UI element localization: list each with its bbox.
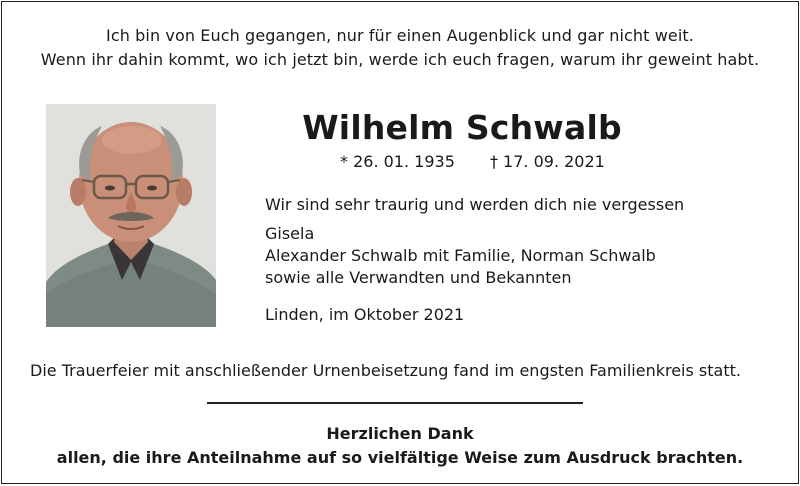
- life-dates: [340, 152, 605, 172]
- memorial-quote: [2, 24, 798, 72]
- place-and-date: Linden, im Oktober 2021: [265, 305, 465, 324]
- portrait-illustration: [46, 104, 216, 327]
- mourners-list: [265, 223, 656, 289]
- mourner-line: Alexander Schwalb mit Familie, Norman Schwalb: [265, 246, 656, 265]
- deceased-name: Wilhelm Schwalb: [302, 108, 622, 147]
- thanks-title: Herzlichen Dank: [326, 424, 474, 443]
- quote-line-1: Ich bin von Euch gegangen, nur für einen Augenblick und gar nicht weit.: [106, 26, 694, 45]
- thanks-section: [2, 422, 798, 470]
- ceremony-notice: Die Trauerfeier mit anschließender Urnenbeisetzung fand im engsten Familienkreis statt.: [30, 361, 741, 380]
- quote-line-2: Wenn ihr dahin kommt, wo ich jetzt bin, werde ich euch fragen, warum ihr geweint habt.: [40, 50, 760, 69]
- obituary-notice: [1, 1, 799, 484]
- portrait-photo: [46, 104, 216, 327]
- divider-line: [207, 402, 583, 404]
- mourning-message: Wir sind sehr traurig und werden dich nie vergessen: [265, 195, 685, 214]
- mourner-line: Gisela: [265, 224, 315, 243]
- thanks-text: allen, die ihre Anteilnahme auf so vielfältige Weise zum Ausdruck brachten.: [56, 448, 744, 467]
- birth-date: * 26. 01. 1935: [340, 152, 455, 171]
- death-date: † 17. 09. 2021: [489, 152, 605, 171]
- mourner-line: sowie alle Verwandten und Bekannten: [265, 268, 572, 287]
